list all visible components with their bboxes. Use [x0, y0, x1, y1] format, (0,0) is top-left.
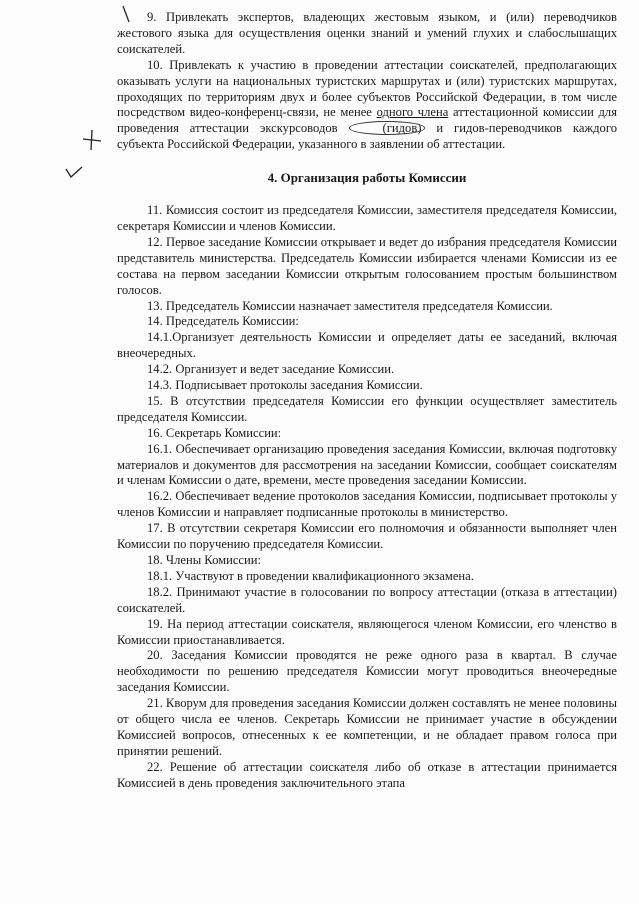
paragraph-9: 9. Привлекать экспертов, владеющих жестовым языком, и (или) переводчиков жестового языка для осуществления оценки знаний и умений глухих и слабослышащих соискателей.	[117, 10, 617, 56]
handwritten-check-mark	[64, 165, 86, 181]
paragraph-16-1: 16.1. Обеспечивает организацию проведения заседания Комиссии, включая подготовку материалов и документов для рассмотрения на заседании Комиссии, сообщает соискателям и членам Комиссии о дате, времени, месте проведения заседании Комиссии.	[117, 441, 617, 488]
paragraph-10-part-3: и гидов-переводчиков каждого субъекта Российской Федерации, указанного в заявлении об аттестации.	[117, 121, 617, 152]
paragraph-17: 17. В отсутствии секретаря Комиссии его полномочия и обязанности выполняет член Комиссии по поручению председателя Комиссии.	[117, 521, 617, 552]
paragraph-14-3: 14.3. Подписывает протоколы заседания Комиссии.	[147, 378, 423, 393]
paragraph-18: 18. Члены Комиссии:	[147, 553, 261, 567]
paragraph-10-part-2: аттестационной комиссии для проведения аттестации экскурсоводов	[117, 105, 617, 136]
paragraph-20: 20. Заседания Комиссии проводятся не реже одного раза в квартал. В случае необходимости по решению председателя Комиссии могут проводиться внеочередные заседания Комиссии.	[117, 648, 617, 695]
paragraph-19: 19. На период аттестации соискателя, являющегося членом Комиссии, его членство в Комиссии приостанавливается.	[117, 616, 617, 647]
paragraph-14: 14. Председатель Комиссии:	[147, 314, 299, 329]
paragraph-10	[117, 58, 617, 153]
paragraph-18-2: 18.2. Принимают участие в голосовании по вопросу аттестации (отказа в аттестации) соискателей.	[117, 584, 617, 615]
circled-text: (гидов)	[349, 121, 426, 135]
paragraph-18-1: 18.1. Участвуют в проведении квалификационного экзамена.	[147, 568, 474, 583]
paragraph-10-part-1: 10. Привлекать к участию в проведении аттестации соискателей, предполагающих оказывать услуги на национальных туристских маршрутах и (или) туристских маршрутах, проходящих по территориям двух и более субъектов Российской Федерации, в том числе посредством видео-конференц-связи, не менее	[117, 57, 617, 120]
section-heading: 4. Организация работы Комиссии	[267, 170, 467, 186]
paragraph-14-2: 14.2. Организует и ведет заседание Комиссии.	[147, 362, 395, 377]
paragraph-11: 11. Комиссия состоит из председателя Комиссии, заместителя председателя Комиссии, секретаря Комиссии и членов Комиссии.	[117, 203, 617, 233]
paragraph-13: 13. Председатель Комиссии назначает заместителя председателя Комиссии.	[147, 298, 553, 313]
paragraph-16: 16. Секретарь Комиссии:	[147, 425, 282, 440]
paragraph-16-2: 16.2. Обеспечивает ведение протоколов заседания Комиссии, подписывает протоколы у членов Комиссии и направляет подписанные протоколы в министерство.	[117, 489, 617, 520]
underlined-text: одного члена	[376, 105, 449, 120]
paragraph-12: 12. Первое заседание Комиссии открывает и ведет до избрания председателя Комиссии представитель министерства. Председатель Комиссии избирается членами Комиссии из ее состава на первом заседании Комиссии открытым голосованием простым большинством голосов.	[117, 234, 617, 297]
handwritten-cross-mark	[80, 128, 104, 152]
paragraph-21: 21. Кворум для проведения заседания Комиссии должен составлять не менее половины от общего числа ее членов. Секретарь Комиссии не принимает участие в обсуждении Комиссией вопросов, отнесенных к ее компетенции, и не обладает правом голоса при принятии решений.	[117, 696, 617, 758]
document-body	[117, 10, 617, 792]
paragraph-15: 15. В отсутствии председателя Комиссии его функции осуществляет заместитель председателя Комиссии.	[117, 393, 617, 424]
paragraph-22: 22. Решение об аттестации соискателя либо об отказе в аттестации принимается Комиссией в день проведения заключительного этапа	[117, 759, 617, 790]
paragraph-14-1: 14.1.Организует деятельность Комиссии и определяет даты ее заседаний, включая внеочередных.	[117, 330, 617, 361]
